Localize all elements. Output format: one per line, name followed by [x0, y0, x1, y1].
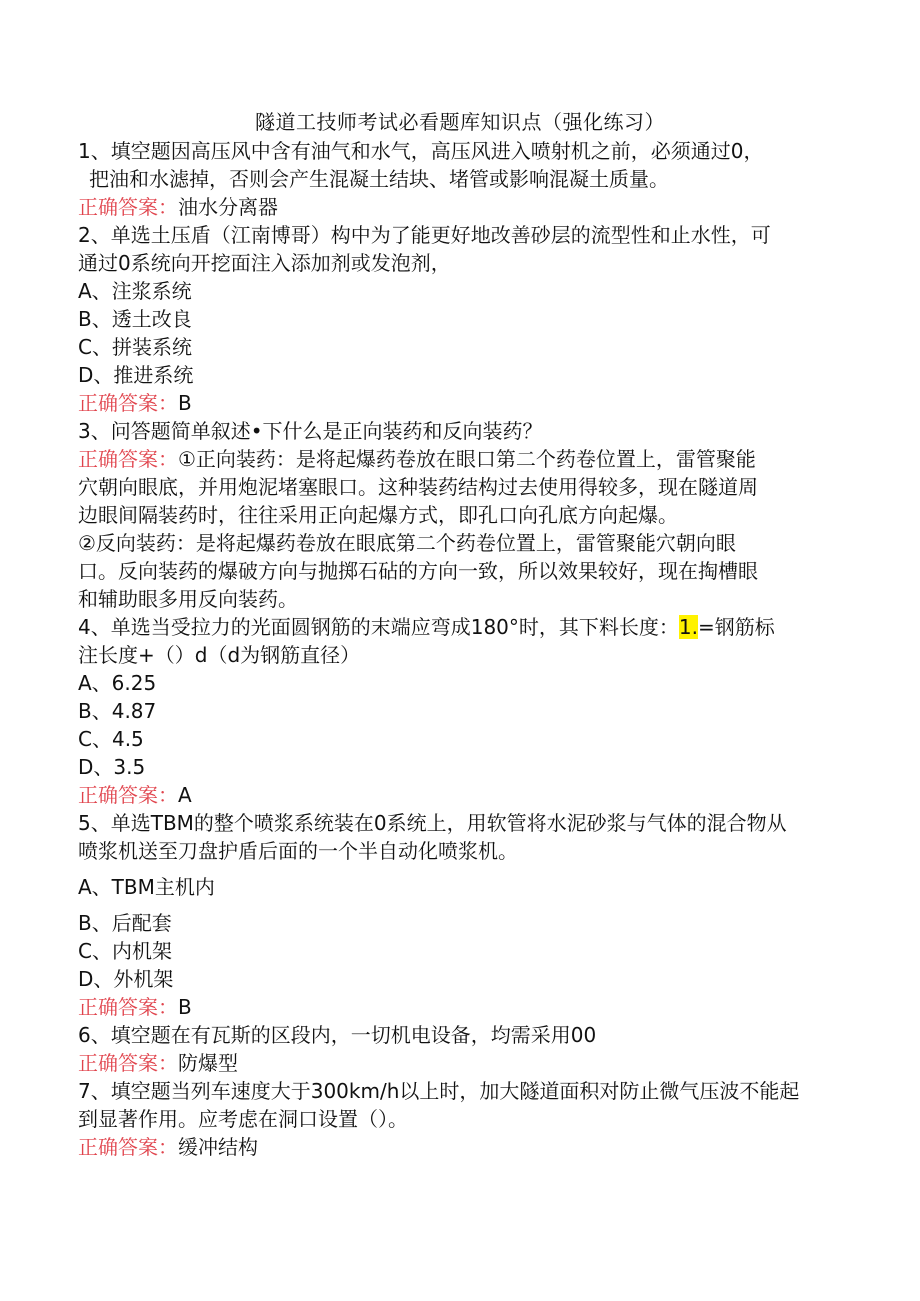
question-4-option-a: A、6.25: [78, 671, 157, 695]
question-6-answer: [78, 1049, 838, 1077]
question-1-text-line-1: 1、填空题因高压风中含有油气和水气，高压风进入喷射机之前，必须通过0，: [78, 139, 764, 163]
question-5-answer: [78, 993, 838, 1021]
question-5-option-b: B、后配套: [78, 911, 172, 935]
question-4-answer: [78, 781, 838, 809]
question-2-option-a: A、注浆系统: [78, 279, 192, 303]
answer-value: A: [178, 783, 192, 807]
answer-label: 正确答案：: [78, 995, 178, 1019]
answer-label: 正确答案：: [78, 1135, 178, 1159]
question-3-answer-line-2: 穴朝向眼底，并用炮泥堵塞眼口。这种装药结构过去使用得较多，现在隧道周: [78, 475, 758, 499]
answer-value: 防爆型: [178, 1051, 238, 1075]
question-4: [78, 613, 838, 809]
question-6-text-line-1: 6、填空题在有瓦斯的区段内，一切机电设备，均需采用00: [78, 1023, 597, 1047]
question-5-option-c: C、内机架: [78, 939, 172, 963]
question-4-text-line-1: [78, 613, 838, 641]
question-2: [78, 221, 838, 417]
question-2-answer: [78, 389, 838, 417]
highlighted-text: 1.: [678, 615, 698, 639]
question-2-option-d: D、推进系统: [78, 363, 194, 387]
question-3-text-line-1: 3、问答题简单叙述•下什么是正向装药和反向装药？: [78, 419, 543, 443]
question-4-text-line-2: 注长度+（）d（d为钢筋直径）: [78, 643, 361, 667]
answer-label: 正确答案：: [78, 391, 178, 415]
question-4-option-c: C、4.5: [78, 727, 144, 751]
question-3-answer-line-4: ②反向装药：是将起爆药卷放在眼底第二个药卷位置上，雷管聚能穴朝向眼: [78, 531, 736, 555]
question-5-text-line-2: 喷浆机送至刀盘护盾后面的一个半自动化喷浆机。: [78, 839, 518, 863]
answer-label: 正确答案：: [78, 447, 178, 471]
question-5-option-d: D、外机架: [78, 967, 174, 991]
question-2-option-b: B、透土改良: [78, 307, 192, 331]
question-list: [78, 137, 838, 1161]
question-7: [78, 1077, 838, 1161]
document-title: 隧道工技师考试必看题库知识点（强化练习）: [255, 110, 665, 134]
question-2-text-line-2: 通过0系统向开挖面注入添加剂或发泡剂，: [78, 251, 451, 275]
spacer: [78, 901, 838, 909]
answer-value: 油水分离器: [178, 195, 278, 219]
question-6: [78, 1021, 838, 1077]
question-7-text-line-2: 到显著作用。应考虑在洞口设置（）。: [78, 1107, 408, 1131]
question-3-answer: [78, 445, 838, 473]
question-5-option-a: A、TBM主机内: [78, 875, 215, 899]
answer-value: ①正向装药：是将起爆药卷放在眼口第二个药卷位置上，雷管聚能: [178, 447, 756, 471]
question-2-option-c: C、拼装系统: [78, 335, 192, 359]
question-3-answer-line-5: 口。反向装药的爆破方向与抛掷石砧的方向一致，所以效果较好，现在掏槽眼: [78, 559, 758, 583]
question-3-answer-line-3: 边眼间隔装药时，往往采用正向起爆方式，即孔口向孔底方向起爆。: [78, 503, 678, 527]
question-4-option-b: B、4.87: [78, 699, 157, 723]
answer-label: 正确答案：: [78, 1051, 178, 1075]
question-4-text-part-b: =钢筋标: [698, 615, 775, 639]
question-5-text-line-1: 5、单选TBM的整个喷浆系统装在0系统上，用软管将水泥砂浆与气体的混合物从: [78, 811, 787, 835]
answer-value: B: [178, 391, 192, 415]
question-7-answer: [78, 1133, 838, 1161]
question-3-answer-line-6: 和辅助眼多用反向装药。: [78, 587, 298, 611]
question-1-text-line-2: 把油和水滤掉，否则会产生混凝土结块、堵管或影响混凝土质量。: [89, 167, 669, 191]
question-7-text-line-1: 7、填空题当列车速度大于300km/h以上时，加大隧道面积对防止微气压波不能起: [78, 1079, 800, 1103]
question-2-text-line-1: 2、单选土压盾（江南博哥）构中为了能更好地改善砂层的流型性和止水性，可: [78, 223, 771, 247]
question-4-text-part-a: 4、单选当受拉力的光面圆钢筋的末端应弯成180°时，其下料长度：: [78, 615, 679, 639]
answer-value: 缓冲结构: [178, 1135, 258, 1159]
question-3: [78, 417, 838, 613]
question-1: [78, 137, 838, 221]
answer-label: 正确答案：: [78, 783, 178, 807]
spacer: [78, 865, 838, 873]
question-4-option-d: D、3.5: [78, 755, 146, 779]
question-1-answer: [78, 193, 838, 221]
answer-value: B: [178, 995, 192, 1019]
question-5: [78, 809, 838, 1021]
answer-label: 正确答案：: [78, 195, 178, 219]
